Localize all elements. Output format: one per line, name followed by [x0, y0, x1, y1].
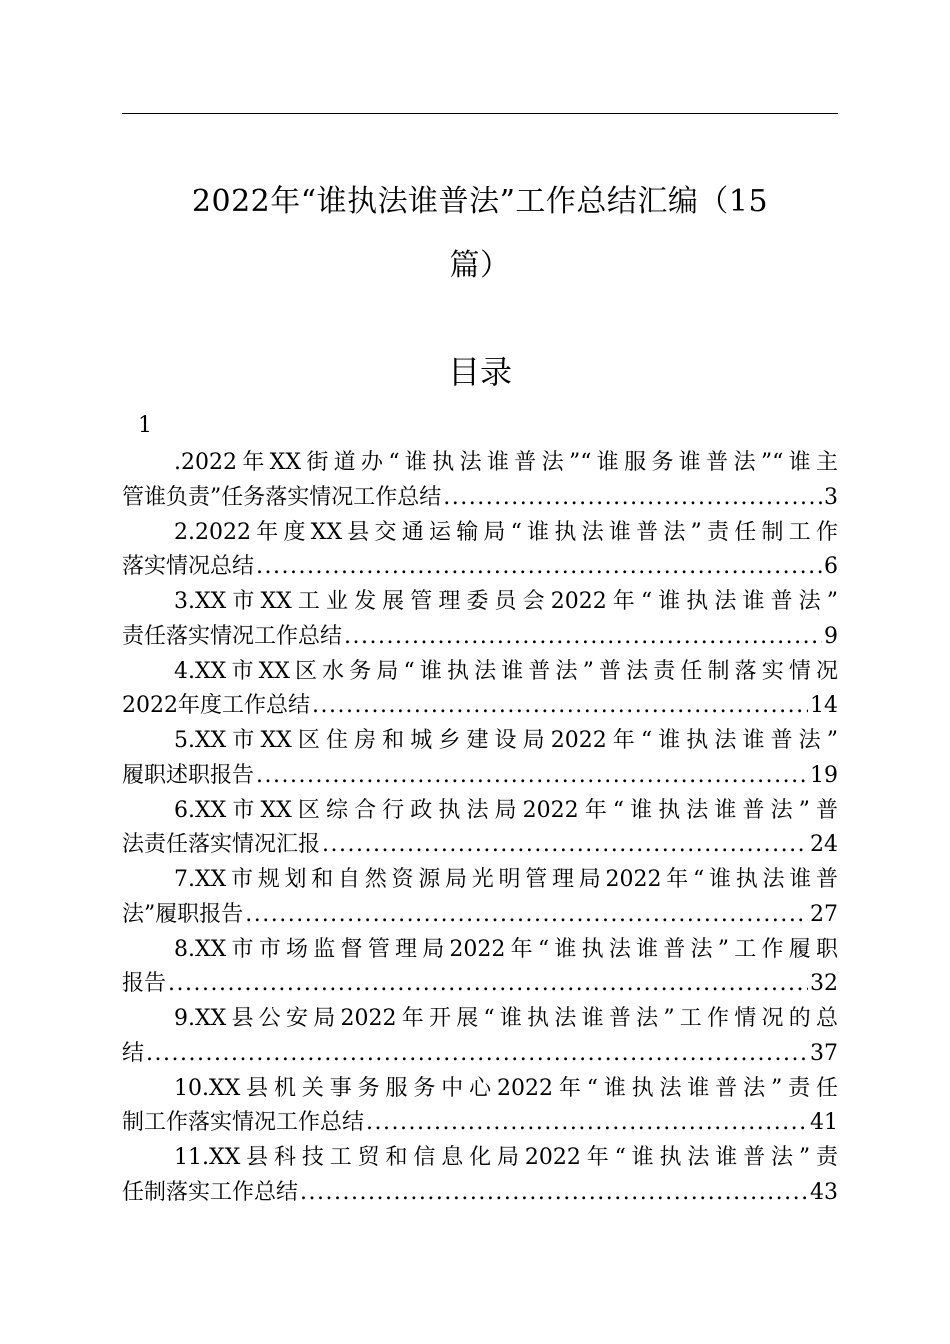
toc-page-number: 41: [810, 1110, 838, 1136]
toc-entry[interactable]: [122, 516, 838, 586]
toc-page-number: 3: [824, 484, 838, 510]
toc-entry[interactable]: [122, 655, 838, 725]
toc-entry-title-line-2: 任制落实工作总结: [122, 1179, 299, 1205]
toc-entry-title-line-2: 制工作落实情况工作总结: [122, 1110, 365, 1136]
toc-entry-title-line-2: 报告: [122, 971, 167, 997]
toc-entry-title-line-1: 3.XX市XX工业发展管理委员会2022年“谁执法谁普法”: [174, 589, 838, 614]
toc-entry[interactable]: [122, 863, 838, 933]
toc-entry[interactable]: [122, 1072, 838, 1142]
toc-entry-title-line-2: 法责任落实情况汇报: [122, 832, 321, 858]
toc-entry-line-2: [122, 1176, 838, 1211]
toc-dot-leader: [256, 759, 808, 794]
toc-dot-leader: [322, 828, 808, 863]
toc-page-number: 32: [810, 971, 838, 997]
toc-entry[interactable]: [122, 585, 838, 655]
toc-entry-line-2: [122, 620, 838, 655]
toc-entry-line-2: [122, 481, 838, 516]
toc-entry-title-line-1: 6.XX市XX区综合行政执法局2022年“谁执法谁普法”普: [174, 797, 838, 823]
toc-entry-title-line-1: 5.XX市XX区住房和城乡建设局2022年“谁执法谁普法”: [174, 728, 838, 753]
toc-entry-title-line-1: 10.XX县机关事务服务中心2022年“谁执法谁普法”责任: [174, 1075, 838, 1101]
toc-entry-title-line-1: 11.XX县科技工贸和信息化局2022年“谁执法谁普法”责: [174, 1145, 838, 1170]
toc-entry-title-line-1: 9.XX县公安局2022年开展“谁执法谁普法”工作情况的总: [174, 1006, 838, 1031]
toc-entry-title-line-2: 责任落实情况工作总结: [122, 623, 343, 649]
toc-entry-title-line-1: 7.XX市规划和自然资源局光明管理局2022年“谁执法谁普: [174, 867, 838, 892]
toc-entry-line-2: [122, 1106, 838, 1141]
toc-dot-leader: [344, 620, 822, 655]
toc-dot-leader: [168, 967, 808, 1002]
toc-page-number: 19: [810, 762, 838, 788]
toc-page-number: 14: [810, 693, 838, 719]
toc-entry-title-line-1: .2022年XX街道办“谁执法谁普法”“谁服务谁普法”“谁主: [174, 450, 838, 475]
document-title-line-2: 篇）: [449, 248, 511, 283]
toc-lead-number: 1: [138, 413, 152, 438]
toc-entry[interactable]: [122, 446, 838, 516]
toc-entry-line-2: [122, 759, 838, 794]
toc-dot-leader: [443, 481, 822, 516]
toc-entry-line-2: [122, 1037, 838, 1072]
toc-entry-line-2: [122, 828, 838, 863]
toc-page-number: 27: [810, 901, 838, 927]
toc-page-number: 9: [824, 623, 838, 649]
toc-page-number: 43: [810, 1179, 838, 1205]
toc-dot-leader: [256, 550, 822, 585]
toc-entry-title-line-2: 法”履职报告: [122, 901, 244, 927]
table-of-contents: [122, 446, 838, 1211]
toc-entry-line-2: [122, 689, 838, 724]
toc-entry-title-line-2: 2022年度工作总结: [122, 693, 310, 719]
toc-entry[interactable]: [122, 724, 838, 794]
toc-entry-title-line-1: 4.XX市XX区水务局“谁执法谁普法”普法责任制落实情况: [174, 658, 838, 684]
toc-dot-leader: [312, 689, 808, 724]
toc-dot-leader: [245, 898, 808, 933]
toc-entry[interactable]: [122, 1002, 838, 1072]
toc-entry[interactable]: [122, 933, 838, 1003]
toc-entry-line-2: [122, 550, 838, 585]
toc-page-number: 37: [810, 1040, 838, 1066]
toc-entry-title-line-2: 履职述职报告: [122, 762, 255, 788]
toc-dot-leader: [146, 1037, 808, 1072]
toc-entry-title-line-2: 落实情况总结: [122, 554, 255, 580]
toc-entry-line-2: [122, 898, 838, 933]
toc-entry[interactable]: [122, 794, 838, 864]
toc-entry-title-line-2: 管谁负责”任务落实情况工作总结: [122, 484, 442, 510]
toc-page-number: 6: [824, 554, 838, 580]
toc-page-number: 24: [810, 832, 838, 858]
toc-dot-leader: [366, 1106, 808, 1141]
toc-entry-line-2: [122, 967, 838, 1002]
toc-entry-title-line-2: 结: [122, 1040, 145, 1066]
header-rule: [122, 113, 838, 114]
toc-dot-leader: [300, 1176, 808, 1211]
document-title-line-1: 2022年“谁执法谁普法”工作总结汇编（15: [191, 184, 769, 219]
toc-entry[interactable]: [122, 1141, 838, 1211]
toc-entry-title-line-1: 8.XX市市场监督管理局2022年“谁执法谁普法”工作履职: [174, 936, 838, 962]
toc-heading: 目录: [447, 353, 512, 391]
toc-entry-title-line-1: 2.2022年度XX县交通运输局“谁执法谁普法”责任制工作: [174, 519, 838, 545]
